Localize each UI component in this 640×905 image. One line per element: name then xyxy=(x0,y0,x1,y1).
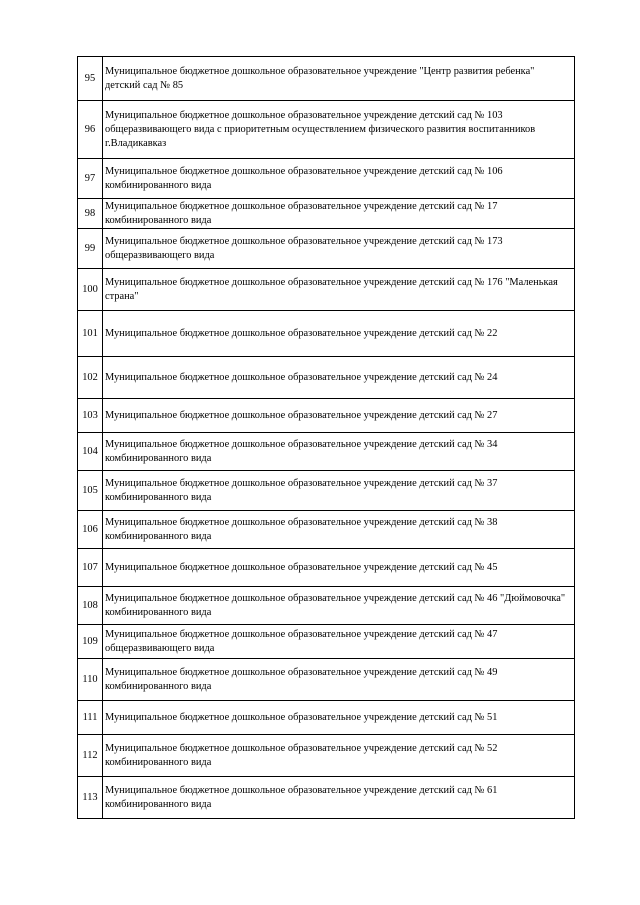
row-number: 98 xyxy=(78,199,103,229)
institution-name: Муниципальное бюджетное дошкольное образовательное учреждение детский сад № 38 комбинированного вида xyxy=(103,511,575,549)
institutions-table xyxy=(77,56,575,819)
row-number: 110 xyxy=(78,659,103,701)
institution-name: Муниципальное бюджетное дошкольное образовательное учреждение детский сад № 37 комбинированного вида xyxy=(103,471,575,511)
institution-name: Муниципальное бюджетное дошкольное образовательное учреждение детский сад № 103 общеразвивающего вида с приоритетным осуществлением физического развития воспитанников г.Владикавказ xyxy=(103,101,575,159)
institution-name: Муниципальное бюджетное дошкольное образовательное учреждение детский сад № 46 "Дюймовочка" комбинированного вида xyxy=(103,587,575,625)
institution-name: Муниципальное бюджетное дошкольное образовательное учреждение детский сад № 52 комбинированного вида xyxy=(103,735,575,777)
table-row xyxy=(78,199,575,229)
table-row xyxy=(78,311,575,357)
table-row xyxy=(78,659,575,701)
institution-name: Муниципальное бюджетное дошкольное образовательное учреждение детский сад № 24 xyxy=(103,357,575,399)
table-row xyxy=(78,357,575,399)
row-number: 97 xyxy=(78,159,103,199)
institution-name: Муниципальное бюджетное дошкольное образовательное учреждение детский сад № 47 общеразвивающего вида xyxy=(103,625,575,659)
table-row xyxy=(78,549,575,587)
institution-name: Муниципальное бюджетное дошкольное образовательное учреждение "Центр развития ребенка" детский сад № 85 xyxy=(103,57,575,101)
row-number: 101 xyxy=(78,311,103,357)
row-number: 105 xyxy=(78,471,103,511)
table-row xyxy=(78,399,575,433)
row-number: 112 xyxy=(78,735,103,777)
row-number: 99 xyxy=(78,229,103,269)
institution-name: Муниципальное бюджетное дошкольное образовательное учреждение детский сад № 17 комбинированного вида xyxy=(103,199,575,229)
row-number: 111 xyxy=(78,701,103,735)
institution-name: Муниципальное бюджетное дошкольное образовательное учреждение детский сад № 27 xyxy=(103,399,575,433)
row-number: 106 xyxy=(78,511,103,549)
row-number: 96 xyxy=(78,101,103,159)
table-row xyxy=(78,625,575,659)
row-number: 95 xyxy=(78,57,103,101)
table-row xyxy=(78,433,575,471)
table-row xyxy=(78,229,575,269)
table-row xyxy=(78,57,575,101)
table-row xyxy=(78,159,575,199)
row-number: 103 xyxy=(78,399,103,433)
table-row xyxy=(78,471,575,511)
row-number: 107 xyxy=(78,549,103,587)
row-number: 100 xyxy=(78,269,103,311)
institution-name: Муниципальное бюджетное дошкольное образовательное учреждение детский сад № 34 комбинированного вида xyxy=(103,433,575,471)
table-row xyxy=(78,269,575,311)
table-row xyxy=(78,101,575,159)
table-row xyxy=(78,587,575,625)
institution-name: Муниципальное бюджетное дошкольное образовательное учреждение детский сад № 45 xyxy=(103,549,575,587)
row-number: 109 xyxy=(78,625,103,659)
table-row xyxy=(78,511,575,549)
row-number: 108 xyxy=(78,587,103,625)
table-row xyxy=(78,735,575,777)
institution-name: Муниципальное бюджетное дошкольное образовательное учреждение детский сад № 61 комбинированного вида xyxy=(103,777,575,819)
table-row xyxy=(78,701,575,735)
row-number: 104 xyxy=(78,433,103,471)
institution-name: Муниципальное бюджетное дошкольное образовательное учреждение детский сад № 51 xyxy=(103,701,575,735)
institution-name: Муниципальное бюджетное дошкольное образовательное учреждение детский сад № 106 комбинированного вида xyxy=(103,159,575,199)
institution-name: Муниципальное бюджетное дошкольное образовательное учреждение детский сад № 176 "Маленькая страна" xyxy=(103,269,575,311)
row-number: 113 xyxy=(78,777,103,819)
institution-name: Муниципальное бюджетное дошкольное образовательное учреждение детский сад № 22 xyxy=(103,311,575,357)
row-number: 102 xyxy=(78,357,103,399)
institution-name: Муниципальное бюджетное дошкольное образовательное учреждение детский сад № 49 комбинированного вида xyxy=(103,659,575,701)
table-row xyxy=(78,777,575,819)
institution-name: Муниципальное бюджетное дошкольное образовательное учреждение детский сад № 173 общеразвивающего вида xyxy=(103,229,575,269)
